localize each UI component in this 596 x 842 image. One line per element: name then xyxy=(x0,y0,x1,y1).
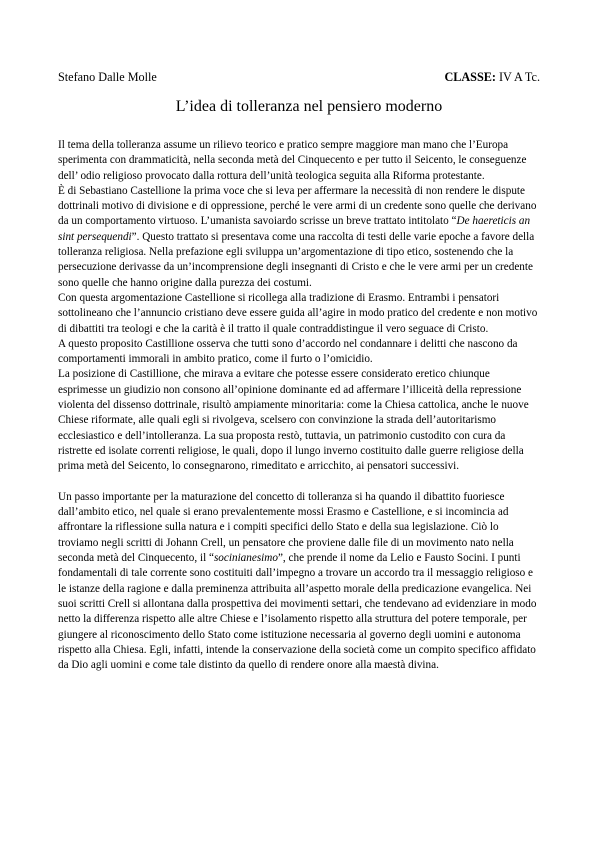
class-label: CLASSE: xyxy=(444,70,496,84)
author-name: Stefano Dalle Molle xyxy=(58,70,157,84)
class-value: IV A Tc. xyxy=(495,70,540,84)
paragraph-text: ”, che prende il nome da Lelio e Fausto Socini. I punti fondamentali di tale corrente sono costituiti dall’impegno a trovare un accordo tra il messaggio religioso e le istanze della ragione e dalla preminenza attribuita all’aspetto morale della predicazione evangelica. Nei suoi scritti Crell si allontana dalla prospettiva dei movimenti settari, che tendevano ad evidenziare in modo netto la differenza rispetto alle altre Chiese e l’isolamento rispetto alla struttura del potere temporale, per giungere al riconoscimento dello Stato come istituzione necessaria al governo degli uomini e autonoma rispetto alla Chiesa. Egli, infatti, intende la conservazione della società come un compito specifico affidato da Dio agli uomini e come tale distinto da quello di rendere onore alla maestà divina. xyxy=(58,552,537,672)
paragraph-castellione xyxy=(58,184,540,291)
book-title: De haereticis an sint persequendi xyxy=(58,215,531,243)
paragraph-text: ”. Questo trattato si presentava come una raccolta di testi delle varie epoche a favore della tolleranza religiosa. Nella prefazione egli sviluppa un’argomentazione di tipo etico, sostenendo che la persecuzione derivasse da un’incomprensione degli insegnanti di Cristo e che le vere armi per un credente sono quelle che hanno origine dalla purezza dei costumi. xyxy=(58,230,535,289)
paragraph-erasmo: Con questa argomentazione Castellione si ricollega alla tradizione di Erasmo. Entrambi i pensatori sottolineano che l’annuncio cristiano deve essere guida all’agire in modo pratico del credente e non motivo di dibattiti tra teologi e che la carità è il tratto il quale contraddistingue il vero seguace di Cristo. xyxy=(58,291,538,335)
document-title: L’idea di tolleranza nel pensiero moderno xyxy=(175,98,443,115)
paragraph-text: Un passo importante per la maturazione del concetto di tolleranza si ha quando il dibattito fuoriesce dall’ambito etico, nel quale si erano prevalentemente mossi Erasmo e Castellione, e si incomincia ad affrontare la riflessione sulla natura e i compiti specifici dello Stato e della sua legislazione. Ciò lo troviamo negli scritti di Johann Crell, un pensatore che proviene dalle file di un movimento nato nella seconda metà del Cinquecento, il “ xyxy=(58,490,514,565)
document-page xyxy=(58,70,540,673)
paragraph-text: È di Sebastiano Castellione la prima voce che si leva per affermare la necessità di non rendere le dispute dottrinali motivo di divisione e di oppressione, perché le vere armi di un credente sono quelle che derivano da un comportamento virtuoso. L’umanista savoiardo scrisse un breve trattato intitolato “ xyxy=(58,184,537,228)
paragraph-crell xyxy=(58,490,540,674)
movement-name: socinianesimo xyxy=(213,552,278,565)
paragraph-intro: Il tema della tolleranza assume un rilievo teorico e pratico sempre maggiore man mano che l’Europa sperimenta con drammaticità, nella seconda metà del Cinquecento e per tutto il Seicento, le conseguenze dell’ odio religioso provocato dalla rottura dell’unità teologica seguita alla Riforma protestante. xyxy=(58,139,527,182)
class-info xyxy=(444,70,540,84)
paragraph-accordo: A questo proposito Castillione osserva che tutti sono d’accordo nel condannare i delitti che nascono da comportamenti immorali in ambito pratico, come il furto o l’omicidio. xyxy=(58,337,518,366)
document-body xyxy=(58,138,540,673)
paragraph-posizione: La posizione di Castillione, che mirava a evitare che potesse essere considerato eretico chiunque esprimesse un giudizio non consono all’opinione dominante ed ad affermare l’illiceità della repressione violenta del dissenso dottrinale, risultò ampiamente minoritaria: come la Chiesa cattolica, anche le nuove Chiese riformate, alle quali egli si rivolgeva, scelsero con convinzione la strada dell’autoritarismo ecclesiastico e dell’intolleranza. La sua proposta restò, tuttavia, un patrimonio custodito con cura da ristrette ed isolate correnti religiose, le quali, dopo il lungo inverno costituito dalle guerre religiose della prima metà del Seicento, lo consegnarono, rimeditato e arricchito, ai pensatori successivi. xyxy=(58,368,529,473)
document-header xyxy=(58,70,540,84)
paragraph-spacer xyxy=(58,475,540,490)
